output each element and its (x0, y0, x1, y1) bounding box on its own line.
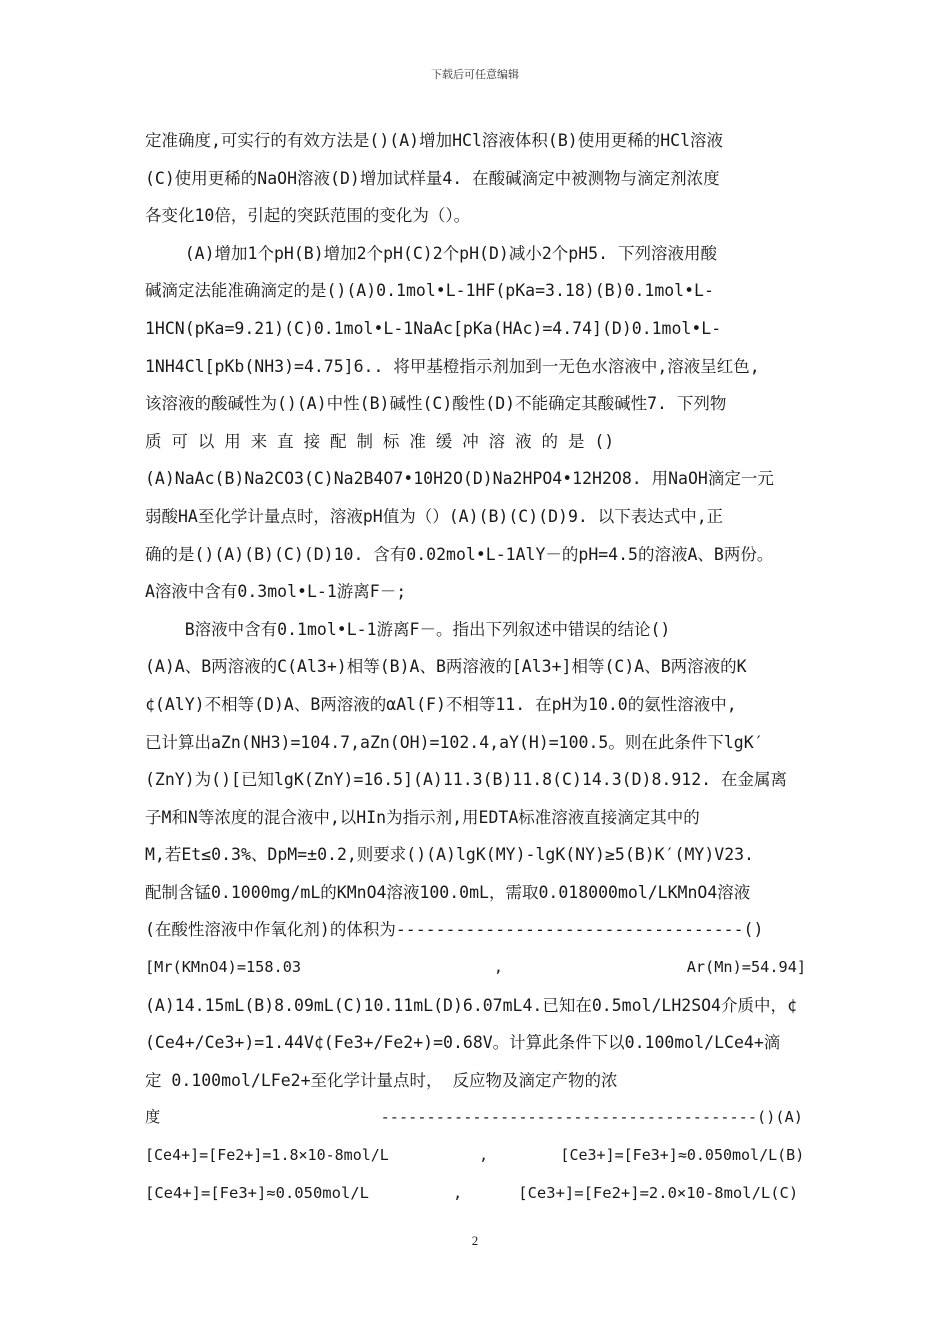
text-line: 度 -----------------------------------------()(A) (145, 1108, 803, 1127)
text-line: 1HCN(pKa=9.21)(C)0.1mol•L-1NaAc[pKa(HAc)=4.74](D)0.1mol•L- (145, 318, 722, 338)
text-line: 定准确度,可实行的有效方法是()(A)增加HCl溶液体积(B)使用更稀的HCl溶液 (145, 131, 724, 150)
text-line: (A)A、B两溶液的C(Al3+)相等(B)A、B两溶液的[Al3+]相等(C)A、B两溶液的K (145, 657, 747, 677)
text-line: 该溶液的酸碱性为()(A)中性(B)碱性(C)酸性(D)不能确定其酸碱性7. 下列物 (145, 394, 727, 414)
text-line: (在酸性溶液中作氧化剂)的体积为-----------------------------------() (145, 920, 764, 940)
text-line: (A)增加1个pH(B)增加2个pH(C)2个pH(D)减小2个pH5. 下列溶液用酸 (145, 243, 717, 263)
text-line: 子M和N等浓度的混合液中,以HIn为指示剂,用EDTA标准溶液直接滴定其中的 (145, 807, 700, 827)
text-line: (C)使用更稀的NaOH溶液(D)增加试样量4. 在酸碱滴定中被测物与滴定剂浓度 (145, 168, 720, 188)
text-line: (ZnY)为()[已知lgK(ZnY)=16.5](A)11.3(B)11.8(C)14.3(D)8.912. 在金属离 (145, 770, 787, 790)
text-line: [Ce4+]=[Fe3+]≈0.050mol/L , [Ce3+]=[Fe2+]=2.0×10-8mol/L(C) (145, 1183, 799, 1202)
text-line: B溶液中含有0.1mol•L-1游离F－。指出下列叙述中错误的结论() (145, 619, 671, 639)
text-line: (A)NaAc(B)Na2CO3(C)Na2B4O7•10H2O(D)Na2HPO4•12H2O8. 用NaOH滴定一元 (145, 469, 774, 489)
text-line: (A)14.15mL(B)8.09mL(C)10.11mL(D)6.07mL4.已知在0.5mol/LH2SO4介质中，¢ (145, 995, 797, 1015)
text-line: 已计算出aZn(NH3)=104.7,aZn(OH)=102.4,aY(H)=100.5。则在此条件下lgK′ (145, 732, 764, 752)
text-line: 质 可 以 用 来 直 接 配 制 标 准 缓 冲 溶 液 的 是 () (145, 431, 615, 451)
text-line: [Mr(KMnO4)=158.03 , Ar(Mn)=54.94] (145, 958, 807, 977)
text-line: 定 0.100mol/LFe2+至化学计量点时， 反应物及滴定产物的浓 (145, 1070, 618, 1090)
text-line: 配制含锰0.1000mg/mL的KMnO4溶液100.0mL，需取0.018000mol/LKMnO4溶液 (145, 882, 751, 902)
text-line: 碱滴定法能准确滴定的是()(A)0.1mol•L-1HF(pKa=3.18)(B)0.1mol•L- (145, 281, 714, 301)
page-number: 2 (471, 1233, 479, 1248)
text-line: (Ce4+/Ce3+)=1.44V¢(Fe3+/Fe2+)=0.68V。计算此条件下以0.100mol/LCe4+滴 (145, 1033, 781, 1053)
text-line: M,若Et≤0.3%、DpM=±0.2,则要求()(A)lgK(MY)-lgK(NY)≥5(B)K′(MY)V23. (145, 845, 754, 865)
text-line: [Ce4+]=[Fe2+]=1.8×10-8mol/L , [Ce3+]=[Fe3+]≈0.050mol/L(B) (145, 1146, 805, 1165)
text-line: 确的是()(A)(B)(C)(D)10. 含有0.02mol•L-1AlY－的pH=4.5的溶液A、B两份。 (145, 544, 774, 564)
body-text (145, 122, 807, 1212)
text-line: A溶液中含有0.3mol•L-1游离F－; (145, 582, 407, 602)
text-line: 各变化10倍，引起的突跃范围的变化为（）。 (145, 206, 471, 226)
page-header: 下载后可任意编辑 (431, 68, 519, 81)
text-line: ¢(AlY)不相等(D)A、B两溶液的αAl(F)不相等11. 在pH为10.0的氨性溶液中, (145, 694, 737, 714)
text-line: 弱酸HA至化学计量点时，溶液pH值为（）(A)(B)(C)(D)9. 以下表达式中,正 (145, 506, 724, 526)
text-line: 1NH4Cl[pKb(NH3)=4.75]6.. 将甲基橙指示剂加到一无色水溶液中,溶液呈红色, (145, 356, 760, 376)
